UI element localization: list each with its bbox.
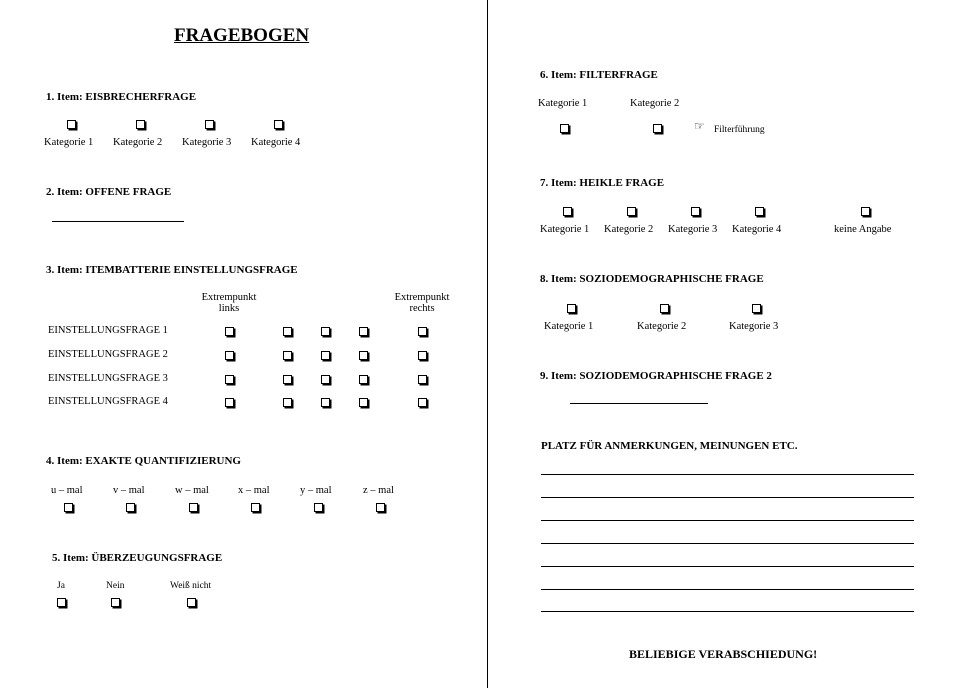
item3-extreme-right-label: Extrempunkt rechts (394, 292, 450, 314)
item1-checkbox-2[interactable] (136, 120, 145, 129)
comments-heading: PLATZ FÜR ANMERKUNGEN, MEINUNGEN ETC. (541, 440, 798, 452)
pointing-hand-icon: ☞ (694, 119, 705, 133)
item1-option-label: Kategorie 1 (44, 137, 94, 148)
item8-option-label: Kategorie 1 (544, 321, 594, 332)
item8-option-label: Kategorie 2 (637, 321, 687, 332)
item9-answer-line[interactable] (570, 403, 708, 404)
item4-checkbox-6[interactable] (376, 503, 385, 512)
item8-checkbox-1[interactable] (567, 304, 576, 313)
item9-heading: 9. Item: SOZIODEMOGRAPHISCHE FRAGE 2 (540, 370, 772, 382)
item4-checkbox-4[interactable] (251, 503, 260, 512)
item7-checkbox-3[interactable] (691, 207, 700, 216)
item5-option-label: Ja (57, 581, 65, 591)
item4-checkbox-1[interactable] (64, 503, 73, 512)
item5-heading: 5. Item: ÜBERZEUGUNGSFRAGE (52, 552, 223, 564)
item3-heading: 3. Item: ITEMBATTERIE EINSTELLUNGSFRAGE (46, 264, 298, 276)
item1-checkbox-4[interactable] (274, 120, 283, 129)
item2-answer-line[interactable] (52, 221, 184, 222)
item3-row2-checkbox-5[interactable] (418, 351, 427, 360)
page-title: FRAGEBOGEN (174, 25, 310, 46)
item4-checkbox-5[interactable] (314, 503, 323, 512)
item6-option-label: Kategorie 1 (538, 98, 588, 109)
item1-option-label: Kategorie 4 (251, 137, 301, 148)
item8-heading: 8. Item: SOZIODEMOGRAPHISCHE FRAGE (540, 273, 764, 285)
item6-checkbox-1[interactable] (560, 124, 569, 133)
item3-row4-checkbox-5[interactable] (418, 398, 427, 407)
item3-row2-checkbox-4[interactable] (359, 351, 368, 360)
item4-option-label: w – mal (175, 485, 209, 496)
item5-option-label: Nein (106, 581, 125, 591)
page-divider (487, 0, 488, 688)
item8-checkbox-2[interactable] (660, 304, 669, 313)
item3-row4-checkbox-4[interactable] (359, 398, 368, 407)
item4-option-label: u – mal (51, 485, 83, 496)
item1-checkbox-3[interactable] (205, 120, 214, 129)
item4-checkbox-2[interactable] (126, 503, 135, 512)
item5-option-label: Weiß nicht (170, 581, 212, 591)
item8-option-label: Kategorie 3 (729, 321, 779, 332)
comment-line-1[interactable] (541, 474, 914, 475)
item6-option-label: Kategorie 2 (630, 98, 680, 109)
comment-line-5[interactable] (541, 566, 914, 567)
item4-option-label: x – mal (238, 485, 270, 496)
item2-heading: 2. Item: OFFENE FRAGE (46, 186, 172, 198)
item7-checkbox-5[interactable] (861, 207, 870, 216)
comment-line-2[interactable] (541, 497, 914, 498)
item1-heading: 1. Item: EISBRECHERFRAGE (46, 91, 197, 103)
item7-checkbox-1[interactable] (563, 207, 572, 216)
item7-checkbox-4[interactable] (755, 207, 764, 216)
item3-row1-checkbox-2[interactable] (283, 327, 292, 336)
item6-checkbox-2[interactable] (653, 124, 662, 133)
comment-line-3[interactable] (541, 520, 914, 521)
item7-heading: 7. Item: HEIKLE FRAGE (540, 177, 665, 189)
item4-option-label: v – mal (113, 485, 145, 496)
item3-row4-checkbox-2[interactable] (283, 398, 292, 407)
item3-row-label: EINSTELLUNGSFRAGE 3 (48, 373, 168, 384)
item7-option-label: Kategorie 4 (732, 224, 782, 235)
item7-checkbox-2[interactable] (627, 207, 636, 216)
item3-row1-checkbox-4[interactable] (359, 327, 368, 336)
item3-row-label: EINSTELLUNGSFRAGE 2 (48, 349, 168, 360)
item6-heading: 6. Item: FILTERFRAGE (540, 69, 658, 81)
item6-filter-note: Filterführung (714, 125, 765, 135)
item3-row4-checkbox-3[interactable] (321, 398, 330, 407)
item1-option-label: Kategorie 2 (113, 137, 163, 148)
item3-row2-checkbox-1[interactable] (225, 351, 234, 360)
item4-checkbox-3[interactable] (189, 503, 198, 512)
comment-line-4[interactable] (541, 543, 914, 544)
item3-row3-checkbox-2[interactable] (283, 375, 292, 384)
item1-option-label: Kategorie 3 (182, 137, 232, 148)
comment-line-6[interactable] (541, 589, 914, 590)
item5-checkbox-2[interactable] (111, 598, 120, 607)
comment-line-7[interactable] (541, 611, 914, 612)
item5-checkbox-3[interactable] (187, 598, 196, 607)
item4-option-label: z – mal (363, 485, 394, 496)
item7-option-label: keine Angabe (834, 224, 892, 235)
item3-row3-checkbox-4[interactable] (359, 375, 368, 384)
item1-checkbox-1[interactable] (67, 120, 76, 129)
item4-heading: 4. Item: EXAKTE QUANTIFIZIERUNG (46, 455, 241, 467)
item7-option-label: Kategorie 3 (668, 224, 718, 235)
item3-row1-checkbox-3[interactable] (321, 327, 330, 336)
item5-checkbox-1[interactable] (57, 598, 66, 607)
item3-row2-checkbox-3[interactable] (321, 351, 330, 360)
item3-row-label: EINSTELLUNGSFRAGE 1 (48, 325, 168, 336)
item3-extreme-left-label: Extrempunkt links (201, 292, 257, 314)
item3-row4-checkbox-1[interactable] (225, 398, 234, 407)
item3-row1-checkbox-5[interactable] (418, 327, 427, 336)
farewell-text: BELIEBIGE VERABSCHIEDUNG! (629, 647, 818, 661)
item7-option-label: Kategorie 2 (604, 224, 654, 235)
item4-option-label: y – mal (300, 485, 332, 496)
item3-row-label: EINSTELLUNGSFRAGE 4 (48, 396, 168, 407)
item7-option-label: Kategorie 1 (540, 224, 590, 235)
item3-row3-checkbox-1[interactable] (225, 375, 234, 384)
item3-row1-checkbox-1[interactable] (225, 327, 234, 336)
item3-row3-checkbox-5[interactable] (418, 375, 427, 384)
item8-checkbox-3[interactable] (752, 304, 761, 313)
item3-row2-checkbox-2[interactable] (283, 351, 292, 360)
item3-row3-checkbox-3[interactable] (321, 375, 330, 384)
